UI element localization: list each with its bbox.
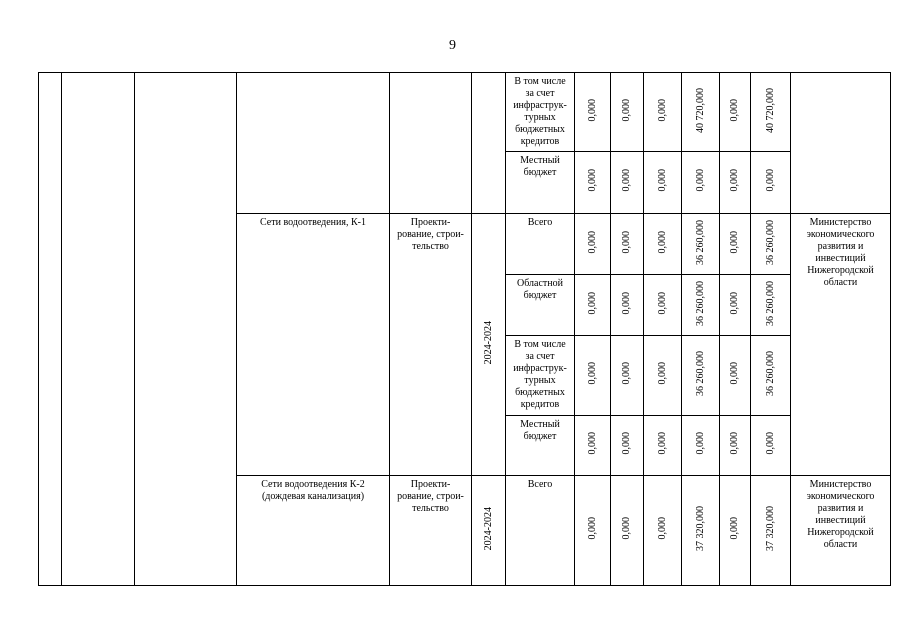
value-cell: 0,000 [729,517,740,540]
col-empty-1 [39,73,62,586]
value-cell: 0,000 [621,169,632,192]
value-cell: 0,000 [656,169,668,192]
responsible-cell-empty [791,73,891,214]
value-cell: 0,000 [621,230,632,254]
value-cell: 0,000 [656,98,668,122]
value-cell: 37 320,000 [694,506,706,551]
value-cell: 0,000 [586,517,598,540]
value-cell: 0,000 [621,432,632,455]
value-cell: 0,000 [729,230,740,254]
value-cell: 0,000 [656,432,668,455]
value-cell: 0,000 [656,517,668,540]
value-cell: 37 320,000 [764,506,776,551]
value-cell: 0,000 [621,517,632,540]
value-cell: 36 260,000 [764,219,776,265]
value-cell: 0,000 [656,291,668,315]
object-name: Сети водоотведения К-2 (дождевая канализация) [237,476,390,586]
source-label: Областной бюджет [506,275,575,336]
value-cell: 0,000 [764,432,776,455]
period: 2024-2024 [482,506,494,551]
value-cell: 36 260,000 [764,280,776,326]
budget-table [38,72,891,586]
period: 2024-2024 [482,320,494,365]
value-cell: 36 260,000 [694,219,706,265]
source-label: Местный бюджет [506,152,575,214]
col-empty-2 [62,73,135,586]
value-cell: 0,000 [729,169,740,192]
source-label: В том числе за счет инфраструк-турных бюджетных кредитов [506,336,575,416]
value-cell: 40 720,000 [764,87,776,133]
value-cell: 0,000 [586,230,598,254]
value-cell: 0,000 [656,230,668,254]
responsible-org: Министерство экономического развития и инвестиций Нижегородской области [791,214,891,476]
value-cell: 0,000 [729,432,740,455]
value-cell: 0,000 [586,169,598,192]
value-cell: 0,000 [586,291,598,315]
value-cell: 36 260,000 [764,351,776,396]
period-cell-empty [472,73,506,214]
page-number: 9 [449,38,456,53]
object-name: Сети водоотведения, К-1 [237,214,390,476]
source-label: Местный бюджет [506,416,575,476]
value-cell: 0,000 [729,291,740,315]
value-cell: 0,000 [621,291,632,315]
value-cell: 0,000 [621,98,632,122]
responsible-org: Министерство экономического развития и инвестиций Нижегородской области [791,476,891,586]
value-cell: 0,000 [764,169,776,192]
value-cell: 0,000 [729,362,740,385]
value-cell: 0,000 [656,362,668,385]
work-type-cell-empty [390,73,472,214]
value-cell: 0,000 [621,362,632,385]
source-label: В том числе за счет инфраструк-турных бюджетных кредитов [506,73,575,152]
source-label: Всего [506,214,575,275]
value-cell: 0,000 [586,432,598,455]
source-label: Всего [506,476,575,586]
col-empty-3 [135,73,237,586]
value-cell: 0,000 [729,98,740,122]
table-row [39,73,891,152]
value-cell: 36 260,000 [694,280,706,326]
value-cell: 0,000 [586,362,598,385]
value-cell: 0,000 [586,98,598,122]
value-cell: 36 260,000 [694,351,706,396]
object-cell-empty [237,73,390,214]
work-type: Проекти-рование, строи-тельство [390,476,472,586]
value-cell: 0,000 [694,169,706,192]
value-cell: 0,000 [694,432,706,455]
work-type: Проекти-рование, строи-тельство [390,214,472,476]
value-cell: 40 720,000 [694,87,706,133]
